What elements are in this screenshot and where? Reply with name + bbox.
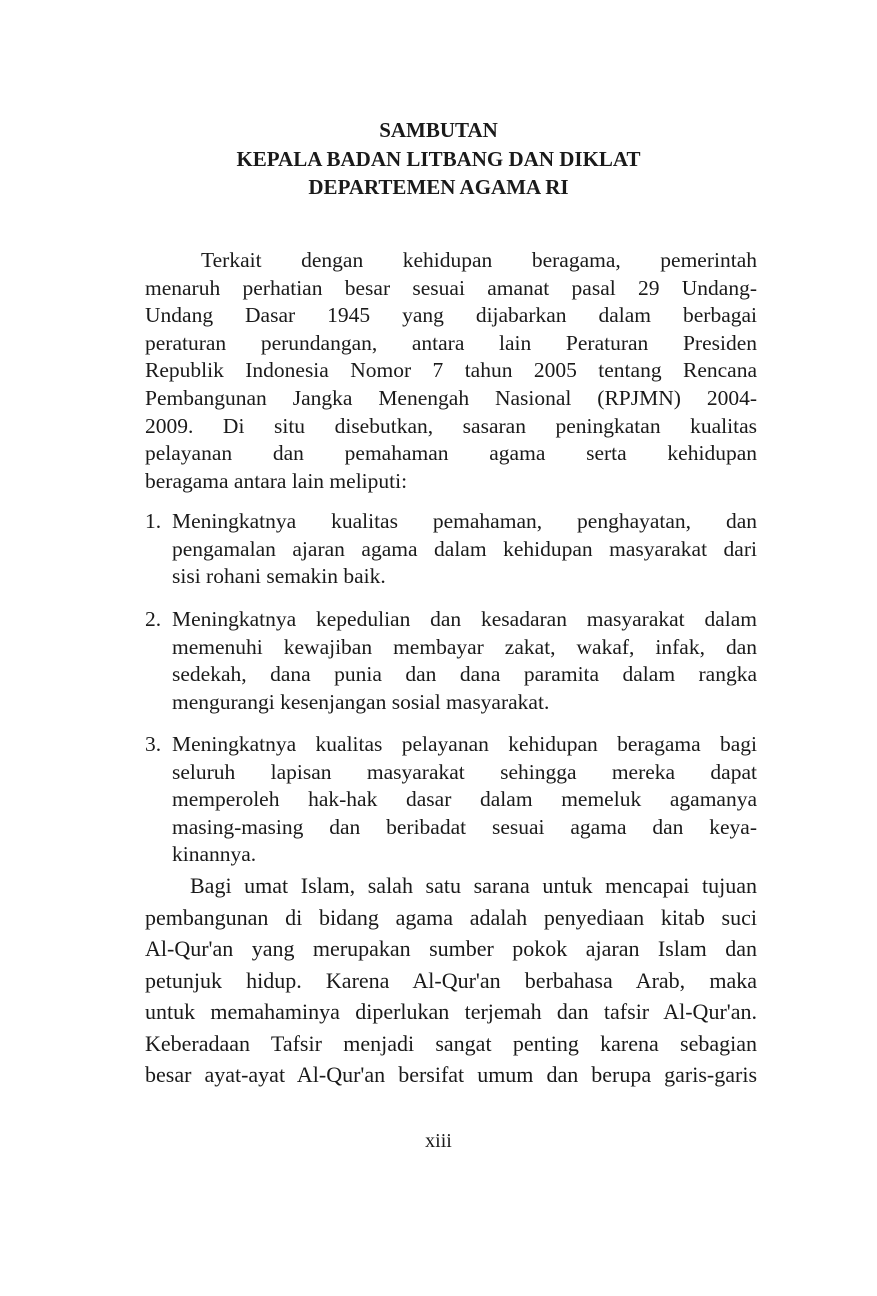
text-line: Pembangunan Jangka Menengah Nasional (RPJMN) 2004- [145,385,757,410]
text-line: 2009. Di situ disebutkan, sasaran peningkatan kualitas [145,413,757,438]
text-line: memperoleh hak-hak dasar dalam memeluk agamanya [172,787,757,812]
text-line: memenuhi kewajiban membayar zakat, wakaf, infak, dan [172,634,757,659]
list-number: 2. [145,607,162,631]
text-line: mengurangi kesenjangan sosial masyarakat. [172,689,550,714]
text-line: Republik Indonesia Nomor 7 tahun 2005 tentang Rencana [145,358,757,383]
text-line: Undang Dasar 1945 yang dijabarkan dalam berbagai [145,303,757,328]
list-item [145,731,757,869]
paragraph-2 [145,870,757,1091]
text-line: pelayanan dan pemahaman agama serta kehidupan [145,441,757,466]
text-line: Terkait dengan kehidupan beragama, pemerintah [201,248,757,272]
paragraph-1 [145,247,757,495]
text-line: besar ayat-ayat Al-Qur'an bersifat umum dan berupa garis-garis [145,1062,757,1087]
text-line: pengamalan ajaran agama dalam kehidupan masyarakat dari [172,536,757,561]
list-number: 3. [145,732,162,756]
text-line: Meningkatnya kualitas pemahaman, penghayatan, dan [172,509,757,533]
text-line: untuk memahaminya diperlukan terjemah dan tafsir Al-Qur'an. [145,999,757,1024]
heading-line: KEPALA BADAN LITBANG DAN DIKLAT [236,146,641,171]
text-line: petunjuk hidup. Karena Al-Qur'an berbahasa Arab, maka [145,967,757,993]
text-line: kinannya. [172,842,257,867]
heading-line: DEPARTEMEN AGAMA RI [308,175,569,199]
heading-line: SAMBUTAN [379,118,498,142]
text-line: seluruh lapisan masyarakat sehingga mereka dapat [172,759,757,784]
text-line: Keberadaan Tafsir menjadi sangat penting karena sebagian [145,1030,757,1056]
page-number: xiii [425,1130,452,1152]
text-line: Al-Qur'an yang merupakan sumber pokok ajaran Islam dan [145,936,757,961]
text-line: Bagi umat Islam, salah satu sarana untuk mencapai tujuan [190,873,757,898]
text-line: masing-masing dan beribadat sesuai agama dan keya- [172,814,757,839]
text-line: Meningkatnya kepedulian dan kesadaran masyarakat dalam [172,607,757,631]
text-line: peraturan perundangan, antara lain Peraturan Presiden [145,330,757,355]
text-line: beragama antara lain meliputi: [145,468,408,493]
text-line: pembangunan di bidang agama adalah penyediaan kitab suci [145,904,757,930]
list-item [145,508,757,591]
text-line: Meningkatnya kualitas pelayanan kehidupan beragama bagi [172,732,757,756]
text-line: menaruh perhatian besar sesuai amanat pasal 29 Undang- [145,275,757,300]
list-number: 1. [145,509,162,533]
text-line: sisi rohani semakin baik. [172,564,386,589]
page-heading [0,116,877,202]
list-item [145,606,757,716]
text-line: sedekah, dana punia dan dana paramita dalam rangka [172,662,757,687]
